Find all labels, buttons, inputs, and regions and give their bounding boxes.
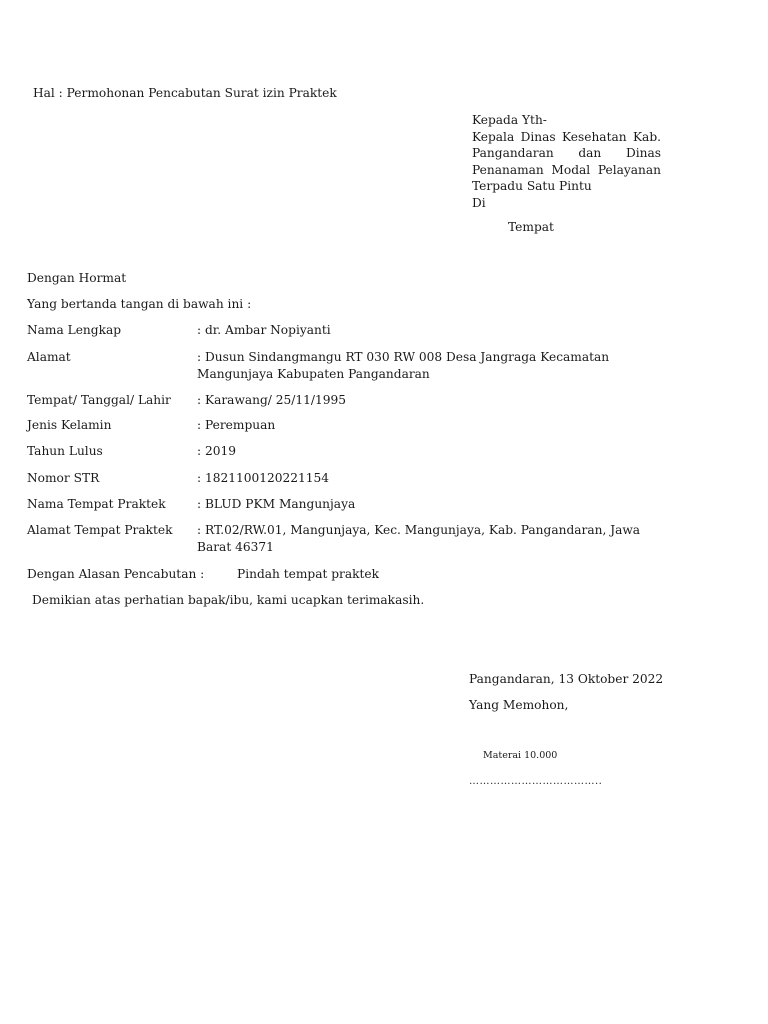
- field-value: : RT.02/RW.01, Mangunjaya, Kec. Mangunjaya, Kab. Pangandaran, Jawa Barat 46371: [197, 523, 641, 554]
- intro-text: Yang bertanda tangan di bawah ini :: [27, 297, 252, 311]
- signature-role: Yang Memohon,: [469, 698, 569, 712]
- field-label: Alamat Tempat Praktek: [27, 523, 173, 537]
- field-value: : dr. Ambar Nopiyanti: [197, 323, 331, 337]
- closing-text: Demikian atas perhatian bapak/ibu, kami ucapkan terimakasih.: [32, 593, 425, 607]
- reason-label: Dengan Alasan Pencabutan :: [27, 567, 205, 581]
- field-label: Tahun Lulus: [27, 444, 103, 458]
- field-value: : Perempuan: [197, 418, 276, 432]
- recipient-line: Kepada Yth-: [472, 113, 547, 127]
- field-label: Nama Tempat Praktek: [27, 497, 166, 511]
- field-value: : BLUD PKM Mangunjaya: [197, 497, 356, 511]
- field-value: : 1821100120221154: [197, 471, 330, 485]
- greeting: Dengan Hormat: [27, 271, 127, 285]
- recipient-line: Penanaman Modal Pelayanan: [472, 162, 661, 177]
- field-label: Nomor STR: [27, 471, 100, 485]
- recipient-line: Di: [472, 195, 486, 210]
- letter-subject: Hal : Permohonan Pencabutan Surat izin Praktek: [33, 86, 337, 100]
- recipient-line: Terpadu Satu Pintu: [472, 179, 592, 193]
- reason-value: Pindah tempat praktek: [237, 567, 380, 581]
- field-label: Jenis Kelamin: [27, 418, 112, 432]
- recipient-line: Kepala Dinas Kesehatan Kab.: [472, 129, 661, 144]
- field-value: : 2019: [197, 444, 236, 458]
- field-label: Alamat: [27, 350, 71, 364]
- recipient-line: Pangandaran dan Dinas: [472, 146, 661, 160]
- stamp-label: Materai 10.000: [483, 750, 558, 761]
- field-value: : Dusun Sindangmangu RT 030 RW 008 Desa Jangraga Kecamatan Mangunjaya Kabupaten Pangandaran: [197, 350, 610, 381]
- field-label: Tempat/ Tanggal/ Lahir: [27, 393, 171, 407]
- signature-line: ………………………………..: [469, 776, 603, 787]
- recipient-place: Tempat: [508, 220, 554, 234]
- field-label: Nama Lengkap: [27, 323, 122, 337]
- field-value: : Karawang/ 25/11/1995: [197, 393, 347, 407]
- signature-date: Pangandaran, 13 Oktober 2022: [469, 672, 664, 686]
- recipient-block: [472, 112, 661, 211]
